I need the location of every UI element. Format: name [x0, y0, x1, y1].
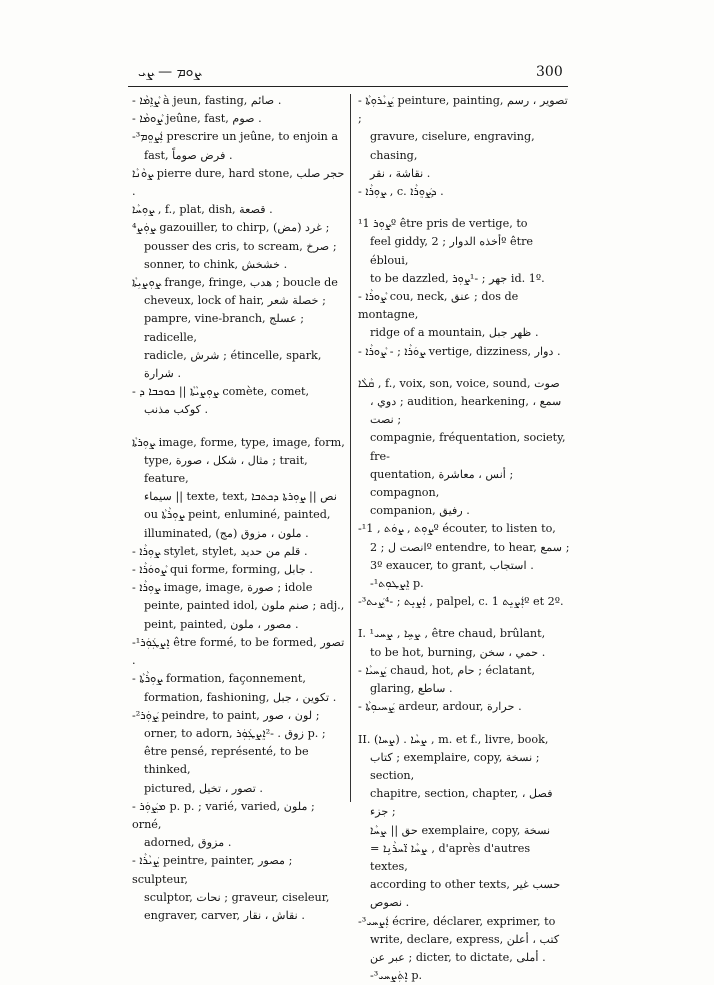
entry-line: radicle, شرش ; étincelle, spark, شرارة .	[144, 348, 322, 381]
dictionary-entry	[132, 579, 346, 634]
dictionary-entry	[358, 520, 570, 593]
entry-line: كتاب ; exemplaire, copy, نسخة ; section,	[370, 750, 540, 782]
entry-line: I. ¹ܨܚܹܐ , ܨܚܝ , être chaud, brûlant,	[358, 627, 546, 641]
entry-line: - ܨܘܼܪܵܬܵܐ formation, façonnement,	[132, 672, 306, 686]
entry-line: pousser des cris, to scream, صرخ ;	[144, 239, 337, 253]
entry-line: write, declare, express, كتب ، أعلن	[370, 932, 560, 946]
entry-line: feel giddy, أخذه الدوار ; 2º être ébloui,	[370, 235, 534, 267]
entry-line: glaring, ساطع .	[370, 682, 453, 696]
entry-line: engraver, carver, نقاش ، نقار .	[144, 908, 305, 922]
entry-line: peinte, painted idol, صنم ملون ; adj.,	[144, 599, 345, 613]
entry-line: ridge of a mountain, ظهر جبل .	[370, 326, 539, 340]
dictionary-entry	[132, 798, 346, 853]
entry-line: - ܨܘܿܪܵܐ ; - ܨܵܘܪܵܐ vertige, dizziness, دوار .	[358, 344, 561, 358]
entry-line: orner, to adorn, زوق . -²ܐܸܨܛܲܘܲܪ p. ;	[144, 726, 326, 740]
entry-line: ، دوي ; audition, hearkening, سمع ، نصت ;	[370, 395, 562, 427]
entry-line: -³ܐܲܨܝܸܬ ; -⁴ܨܲܝܬ , palpel, c. ܐܲܨܝܸܬ 1º et 2º.	[358, 595, 564, 609]
entry-line: pampre, vine-branch, عسلج ; radicelle,	[144, 312, 305, 344]
dictionary-entry	[132, 561, 346, 579]
entry-line: ܨܘܼܚܵܐ , f., plat, dish, قصعة .	[132, 203, 273, 217]
entry-line: type, مثال ، شكل ، صورة ; trait, feature,	[144, 453, 308, 486]
entry-line: -³ܐܸܬܲܨܚܝ p.	[370, 969, 423, 983]
entry-line: adorned, مزوق .	[144, 836, 232, 850]
dictionary-entry	[132, 852, 346, 925]
entry-line: chapitre, section, chapter, فصل ، جزء ;	[370, 787, 553, 819]
dictionary-entry	[358, 625, 570, 661]
entry-line: ¹ܨܘܼܪ 1º être pris de vertige, to	[358, 217, 528, 231]
entry-line: - ܨܘܼܨܝܵܬܵܐ || ܟܘܟܒܐ ܕ comète, comet,	[132, 385, 310, 399]
entry-line: peint, painted, مصور ، ملون .	[144, 617, 299, 631]
entry-line: -¹ܐܸܨܛܘܼܬ p.	[370, 577, 424, 591]
entry-line: ⁴ܨܘܲܨ gazouiller, to chirp, (مض) غرد ;	[132, 221, 330, 235]
entry-line: - ܡܨܲܘܲܪ p. p. ; varié, varied, ملون ; orné,	[132, 799, 315, 831]
dictionary-entry	[132, 274, 346, 383]
dictionary-entry	[132, 110, 346, 128]
entry-line: = ܨܚܵܐ ܐ̈ܚܪܵܢܹܐ , d'après d'autres textes,	[370, 841, 531, 873]
entry-line: formation, fashioning, تكوين ، جبل .	[144, 690, 337, 704]
entry-line: - ܨܘܼܪܵܐ image, image, صورة ; idole	[132, 581, 313, 595]
column-separator	[350, 94, 351, 802]
entry-line: ܨܘܼܨܝܼܬܵܐ frange, fringe, هدب ; boucle de	[132, 276, 338, 290]
entry-line: كوكب مذنب .	[144, 403, 209, 417]
dictionary-entry	[358, 375, 570, 521]
dictionary-entry	[132, 434, 346, 543]
dictionary-entry	[358, 183, 570, 201]
dictionary-entry	[132, 383, 346, 419]
dictionary-entry	[132, 543, 346, 561]
dictionary-entry	[358, 698, 570, 716]
entry-line: - ܨܲܚܝܵܐ chaud, hot, حام ; éclatant,	[358, 663, 536, 677]
entry-line: cheveux, lock of hair, خصلة شعر ;	[144, 294, 326, 308]
entry-line: illuminated, (مج) ملون ، مزوق .	[144, 526, 309, 540]
entry-line: to be hot, burning, حمي ، سخن .	[370, 645, 546, 659]
entry-line: compagnie, fréquentation, society, fre-	[370, 431, 566, 463]
entry-line: - ܨܵܘܡܵܐ jeûne, fast, صوم .	[132, 112, 262, 126]
entry-line: gravure, ciselure, engraving, chasing,	[370, 130, 535, 162]
dictionary-entry	[358, 92, 570, 183]
entry-line: - ܨܲܚܝܘܼܬܵܐ ardeur, ardour, حرارة .	[358, 700, 522, 714]
entry-line: companion, رفيق .	[370, 504, 470, 518]
entry-line: - ܨܲܝܵܪܘܼܬܵܐ peinture, painting, تصوير ، رسم ;	[358, 94, 568, 126]
right-column	[358, 92, 570, 985]
entry-line: - ܨܵܘܪܵܐ cou, neck, عنق ; dos de montagne,	[358, 290, 519, 322]
dictionary-entry	[132, 165, 346, 201]
entry-line: -³ܐܲܨܘܸܡ prescrire un jeûne, to enjoin a	[132, 130, 339, 144]
entry-line: ou ܨܘܼܪܵܬܵܐ peint, enluminé, painted,	[144, 508, 331, 522]
entry-line: - ܨܘܼܪܵܐ , c. ܕܨܲܘܸܪܵܐ .	[358, 185, 444, 199]
entry-line: -¹ܨܘܼܬ , ܨܘܿܬ , 1º écouter, to listen to,	[358, 522, 556, 536]
entry-line: according to other texts, حسب غير نصوص .	[370, 878, 561, 910]
dictionary-entry	[132, 634, 346, 670]
entry-line: -¹ܐܸܨܛܲܘܲܪ être formé, to be formed, تصور .	[132, 635, 345, 668]
entry-line: - ܨܵܘܘܿܪܵܐ qui forme, forming, جابل .	[132, 563, 313, 577]
dictionary-entry	[358, 593, 570, 611]
dictionary-entry	[358, 215, 570, 288]
entry-line: -³ܐܲܨܚܝ écrire, déclarer, exprimer, to	[358, 914, 556, 928]
entry-line: sculptor, نحات ; graveur, ciseleur,	[144, 890, 330, 904]
dictionary-entry	[358, 731, 570, 913]
entry-line: 3º exaucer, to grant, استجاب .	[370, 558, 534, 572]
entry-line: quentation, أنس ، معاشرة ; compagnon,	[370, 467, 514, 500]
entry-line: -²ܨܲܘܲܪ peindre, to paint, لون ، صور ;	[132, 708, 320, 722]
entry-line: pictured, تصور ، تخيل .	[144, 781, 263, 795]
left-column	[132, 92, 346, 925]
dictionary-entry	[132, 707, 346, 798]
dictionary-entry	[132, 92, 346, 110]
entry-line: II. (ܨܚܐ) . ܨܚܵܐ , m. et f., livre, book,	[358, 732, 549, 746]
header-rule	[128, 86, 568, 87]
entry-line: to be dazzled, جهر ; -¹ܨܘܼܪ id. 1º.	[370, 271, 545, 285]
entry-line: fast, فرض صوماً .	[144, 148, 233, 162]
entry-line: نقاشة ، نقر .	[370, 166, 431, 180]
dictionary-entry	[132, 219, 346, 274]
dictionary-entry	[358, 288, 570, 343]
running-head: ܨܘܡ — ܨܝ	[138, 64, 201, 80]
entry-line: - ܨܘܼܪܵܐ stylet, stylet, قلم من حديد .	[132, 544, 308, 558]
page-number: 300	[536, 64, 563, 80]
entry-line: sonner, to chink, خشخش .	[144, 257, 288, 271]
dictionary-entry	[358, 343, 570, 361]
entry-line: - ܨܵܐܹܡܵܐ à jeun, fasting, صائم .	[132, 94, 282, 107]
entry-line: انصت ل ; 2º entendre, to hear, سمع ;	[370, 540, 570, 554]
dictionary-entry	[132, 201, 346, 219]
entry-line: être pensé, représenté, to be thinked,	[144, 745, 309, 777]
dictionary-entry	[132, 670, 346, 706]
entry-line: ܩܵܠܵܐ , f., voix, son, voice, sound, صوت	[358, 376, 560, 390]
entry-line: ܨܘܵܢܵܐ pierre dure, hard stone, حجر صلب .	[132, 166, 345, 199]
entry-line: حق || ܨܚܵܐ exemplaire, copy, نسخة	[370, 823, 551, 837]
entry-line: - ܨܲܝܵܪܵܐ peintre, painter, مصور ; sculpteur,	[132, 854, 293, 886]
dictionary-entry	[358, 662, 570, 698]
dictionary-entry	[358, 913, 570, 985]
entry-line: عبر عن ; dicter, to dictate, أملى .	[370, 950, 546, 964]
entry-line: سيماء || texte, text, نص || ܨܘܼܪܬܐ ܕܟܬܒܐ	[144, 490, 337, 504]
dictionary-entry	[132, 128, 346, 164]
entry-line: ܨܘܼܪܬܵܐ image, forme, type, image, form,	[132, 435, 345, 449]
